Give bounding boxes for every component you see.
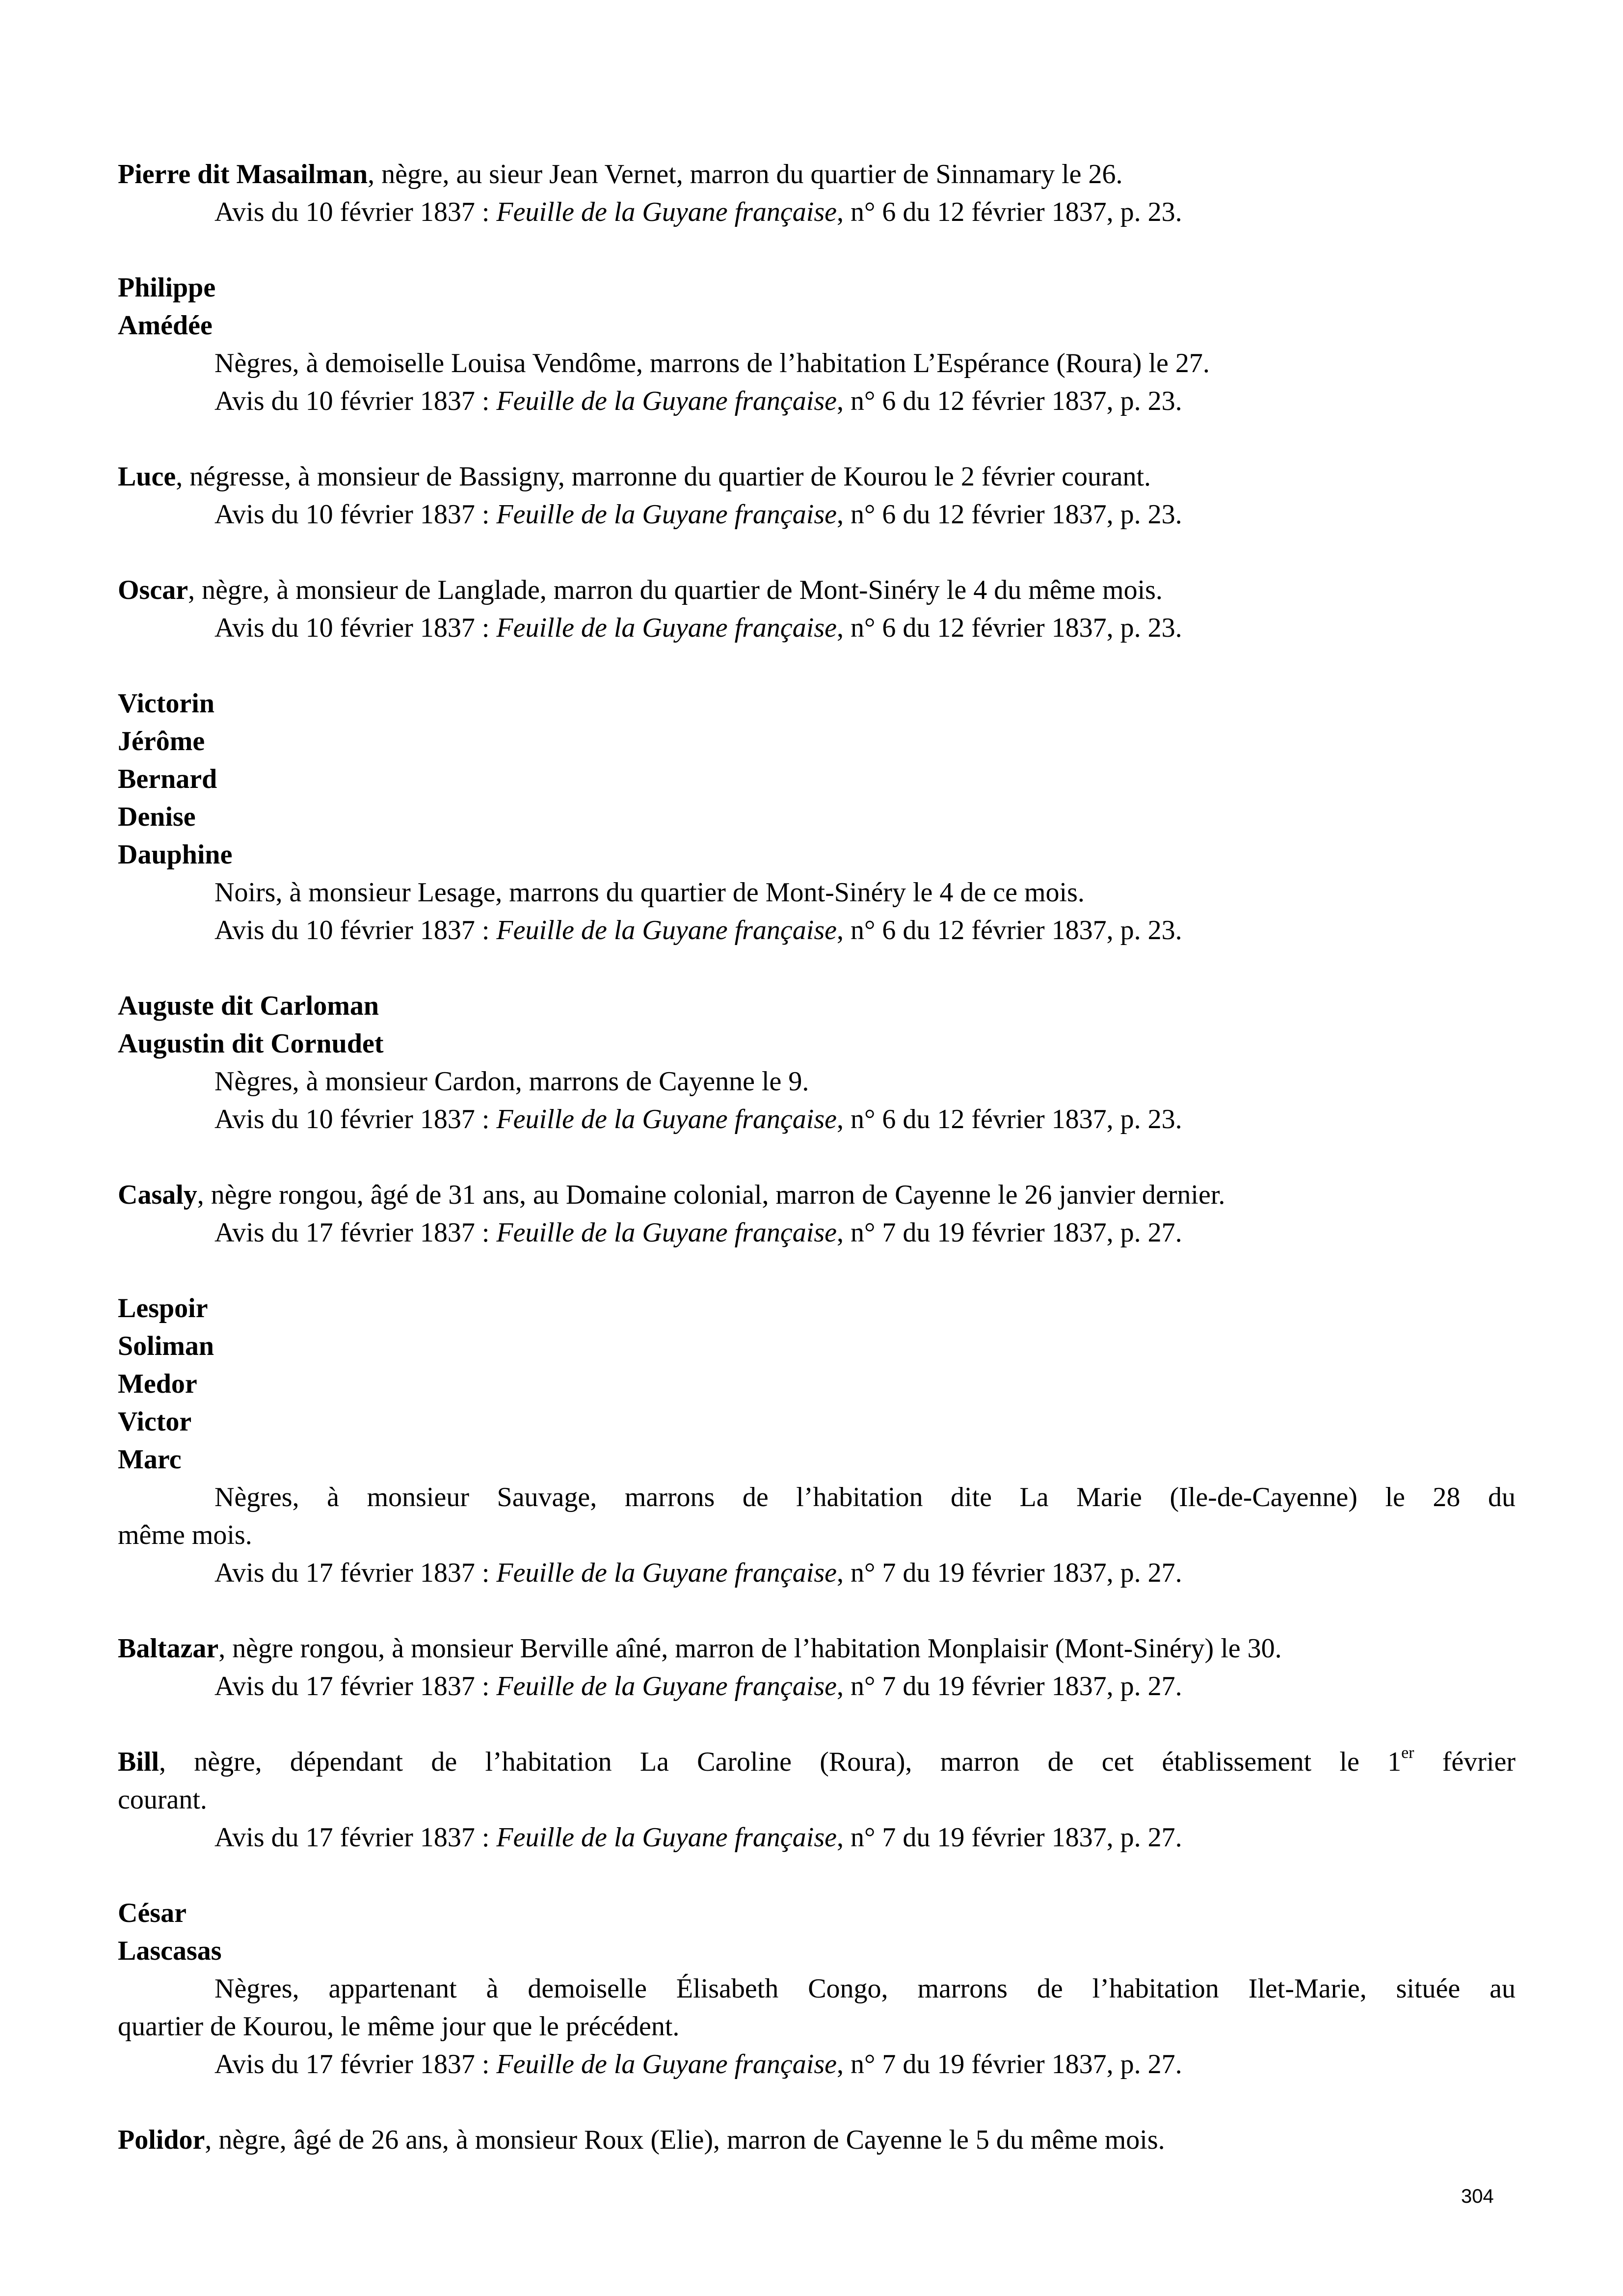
entry-source [118,912,1516,949]
entry [118,987,1516,1138]
entry-source [118,1668,1516,1705]
document-body [118,156,1516,2197]
entry-name: Augustin dit Cornudet [118,1028,384,1059]
entry-name: Soliman [118,1331,214,1361]
entry-name: Amédée [118,310,213,341]
entry-description-continued: même mois. [118,1520,252,1550]
entry [118,1176,1516,1252]
entry-name: Lespoir [118,1293,208,1324]
entry-name: Baltazar [118,1633,219,1664]
entry-name: Auguste dit Carloman [118,991,379,1021]
entry-description: Nègres, à monsieur Cardon, marrons de Cayenne le 9. [214,1066,809,1097]
entry-source [118,1101,1516,1138]
entry-source [118,1819,1516,1857]
entry-line [118,1630,1516,1668]
source-journal: Feuille de la Guyane française [496,1217,837,1248]
source-reference: , n° 7 du 19 février 1837, p. 27. [837,2049,1182,2080]
source-reference: , n° 7 du 19 février 1837, p. 27. [837,1217,1182,1248]
source-notice: Avis du 17 février 1837 : [214,1822,497,1853]
entry-name: Polidor [118,2125,205,2155]
entry-source [118,382,1516,420]
entry-description: Nègres, appartenant à demoiselle Élisabeth Congo, marrons de l’habitation Ilet-Marie, située au [214,1973,1516,2004]
entry [118,1290,1516,1592]
entry [118,2121,1516,2159]
source-notice: Avis du 10 février 1837 : [214,499,497,530]
entry [118,1894,1516,2083]
entry-description: , nègre, au sieur Jean Vernet, marron du quartier de Sinnamary le 26. [368,159,1123,189]
entry-description: , nègre rongou, âgé de 31 ans, au Domaine colonial, marron de Cayenne le 26 janvier dernier. [197,1180,1225,1210]
source-notice: Avis du 10 février 1837 : [214,613,497,643]
entry-description: , négresse, à monsieur de Bassigny, marronne du quartier de Kourou le 2 février courant. [176,461,1151,492]
entry-line [118,1176,1516,1214]
entry [118,1743,1516,1857]
page-number: 304 [1461,2186,1494,2207]
entry-name: Luce [118,461,176,492]
source-journal: Feuille de la Guyane française [496,386,837,416]
entry-line [118,156,1516,193]
source-journal: Feuille de la Guyane française [496,1104,837,1134]
source-notice: Avis du 17 février 1837 : [214,1217,497,1248]
source-notice: Avis du 10 février 1837 : [214,386,497,416]
entry-description: Nègres, à monsieur Sauvage, marrons de l’habitation dite La Marie (Ile-de-Cayenne) le 28 du [214,1482,1516,1513]
entry-description-continued: courant. [118,1784,207,1815]
entry-line [118,1743,1516,1781]
source-journal: Feuille de la Guyane française [496,197,837,227]
entry-name: Philippe [118,272,216,303]
source-journal: Feuille de la Guyane française [496,1671,837,1702]
entry-name: Casaly [118,1180,197,1210]
entry-line [118,458,1516,496]
entry-name: Marc [118,1444,182,1475]
entry [118,571,1516,647]
entry [118,156,1516,231]
entry-name: Bill [118,1747,160,1777]
entry-name: Victor [118,1406,192,1437]
entry-name: Pierre dit Masailman [118,159,368,189]
entry-source [118,496,1516,534]
entry-description: , nègre, âgé de 26 ans, à monsieur Roux (Elie), marron de Cayenne le 5 du même mois. [205,2125,1165,2155]
source-journal: Feuille de la Guyane française [496,1558,837,1588]
source-reference: , n° 6 du 12 février 1837, p. 23. [837,915,1182,945]
source-notice: Avis du 10 février 1837 : [214,1104,497,1134]
source-notice: Avis du 17 février 1837 : [214,1671,497,1702]
entry-description: , nègre, à monsieur de Langlade, marron du quartier de Mont-Sinéry le 4 du même mois. [188,575,1163,605]
source-notice: Avis du 17 février 1837 : [214,2049,497,2080]
entry-name: Oscar [118,575,188,605]
entry-description: , nègre rongou, à monsieur Berville aîné, marron de l’habitation Monplaisir (Mont-Sinéry) le 30. [218,1633,1282,1664]
entry-name: Dauphine [118,839,233,870]
entry-source [118,609,1516,647]
entry-source [118,193,1516,231]
entry-line [118,2121,1516,2159]
source-reference: , n° 7 du 19 février 1837, p. 27. [837,1822,1182,1853]
entry-description-continued: quartier de Kourou, le même jour que le précédent. [118,2011,680,2042]
source-journal: Feuille de la Guyane française [496,915,837,945]
entry-description-end: février [1414,1747,1516,1777]
source-journal: Feuille de la Guyane française [496,499,837,530]
entry [118,269,1516,420]
entry-name: Denise [118,802,196,832]
entry-name: Victorin [118,688,214,719]
entry [118,685,1516,949]
source-notice: Avis du 17 février 1837 : [214,1558,497,1588]
entry-name: Lascasas [118,1936,222,1966]
source-reference: , n° 7 du 19 février 1837, p. 27. [837,1558,1182,1588]
entry-name: Bernard [118,764,217,794]
entry-name: Jérôme [118,726,205,756]
entry-source [118,1214,1516,1252]
source-reference: , n° 6 du 12 février 1837, p. 23. [837,197,1182,227]
source-reference: , n° 6 du 12 février 1837, p. 23. [837,1104,1182,1134]
source-journal: Feuille de la Guyane française [496,613,837,643]
ordinal-superscript: er [1401,1744,1414,1762]
source-journal: Feuille de la Guyane française [496,1822,837,1853]
source-reference: , n° 6 du 12 février 1837, p. 23. [837,499,1182,530]
entry-source [118,1554,1516,1592]
entry-line [118,571,1516,609]
source-notice: Avis du 10 février 1837 : [214,915,497,945]
entry-description: , nègre, dépendant de l’habitation La Caroline (Roura), marron de cet établissement le 1 [159,1747,1402,1777]
source-reference: , n° 7 du 19 février 1837, p. 27. [837,1671,1182,1702]
entry [118,458,1516,534]
entry-name: Medor [118,1369,197,1399]
entry-source [118,2046,1516,2083]
source-notice: Avis du 10 février 1837 : [214,197,497,227]
entry [118,1630,1516,1705]
source-reference: , n° 6 du 12 février 1837, p. 23. [837,613,1182,643]
source-reference: , n° 6 du 12 février 1837, p. 23. [837,386,1182,416]
entry-description: Nègres, à demoiselle Louisa Vendôme, marrons de l’habitation L’Espérance (Roura) le 27. [214,348,1210,378]
entry-name: César [118,1898,186,1928]
entry-description: Noirs, à monsieur Lesage, marrons du quartier de Mont-Sinéry le 4 de ce mois. [214,877,1085,908]
source-journal: Feuille de la Guyane française [496,2049,837,2080]
